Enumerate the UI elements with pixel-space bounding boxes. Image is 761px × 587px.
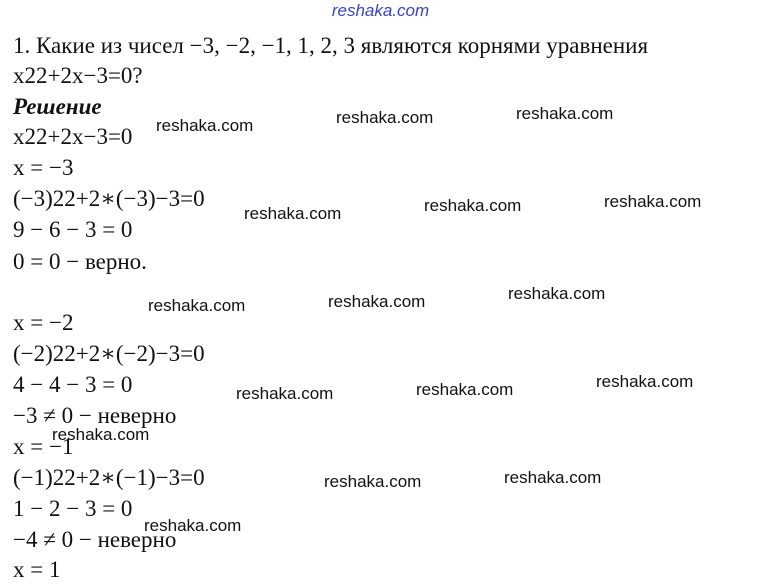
solution-line: 0 = 0 − верно.	[13, 249, 147, 274]
problem-line-1: 1. Какие из чисел −3, −2, −1, 1, 2, 3 являются корнями уравнения	[13, 33, 649, 58]
watermark: reshaka.com	[516, 104, 614, 123]
solution-heading: Решение	[13, 94, 102, 119]
solution-line: x = 1	[13, 557, 61, 582]
header-watermark: reshaka.com	[331, 1, 430, 20]
watermark: reshaka.com	[596, 372, 694, 391]
solution-line: 1 − 2 − 3 = 0	[13, 496, 133, 521]
solution-line: x = −3	[13, 155, 74, 180]
solution-line: x = −2	[13, 310, 74, 335]
solution-line: (−3)22+2∗(−3)−3=0	[13, 186, 205, 211]
solution-line: (−1)22+2∗(−1)−3=0	[13, 465, 205, 490]
watermark: reshaka.com	[156, 116, 254, 135]
watermark: reshaka.com	[336, 108, 434, 127]
watermark: reshaka.com	[416, 380, 514, 399]
watermark: reshaka.com	[236, 384, 334, 403]
watermark: reshaka.com	[148, 296, 246, 315]
problem-line-2: x22+2x−3=0?	[13, 63, 143, 88]
watermark: reshaka.com	[604, 192, 702, 211]
watermark: reshaka.com	[424, 196, 522, 215]
watermark: reshaka.com	[328, 292, 426, 311]
solution-line: −3 ≠ 0 − неверно	[13, 403, 177, 428]
watermark: reshaka.com	[144, 516, 242, 535]
solution-line: (−2)22+2∗(−2)−3=0	[13, 341, 205, 366]
solution-line: −4 ≠ 0 − неверно	[13, 527, 177, 552]
solution-line: 9 − 6 − 3 = 0	[13, 217, 133, 242]
watermark: reshaka.com	[504, 468, 602, 487]
solution-line: x = −1	[13, 434, 74, 459]
solution-line: 4 − 4 − 3 = 0	[13, 372, 133, 397]
solution-line: x22+2x−3=0	[13, 124, 133, 149]
watermark: reshaka.com	[508, 284, 606, 303]
watermark: reshaka.com	[324, 472, 422, 491]
watermark: reshaka.com	[244, 204, 342, 223]
watermark: reshaka.com	[52, 425, 150, 444]
